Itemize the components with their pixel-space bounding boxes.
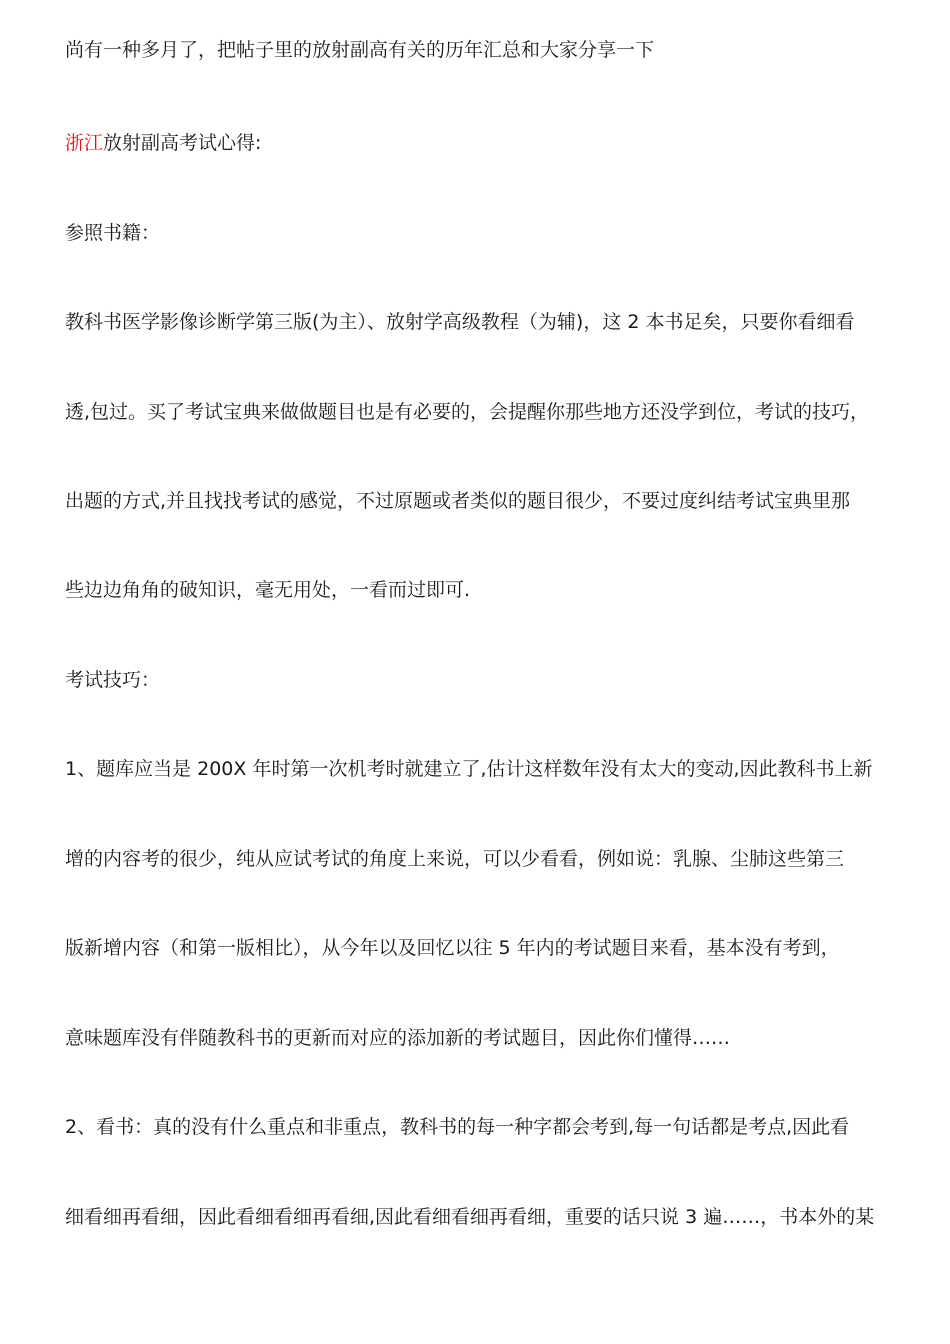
paragraph-books-line-4: 些边边角角的破知识，毫无用处，一看而过即可.: [65, 579, 471, 601]
tip-1-line-1: 1、题库应当是 200X 年时第一次机考时就建立了,估计这样数年没有太大的变动,因此教科书上新: [65, 758, 873, 780]
tip-1-line-4: 意味题库没有伴随教科书的更新而对应的添加新的考试题目，因此你们懂得……: [65, 1027, 731, 1049]
tip-1-line-2: 增的内容考的很少，纯从应试考试的角度上来说，可以少看看，例如说：乳腺、尘肺这些第三: [65, 848, 845, 870]
heading-text: 放射副高考试心得:: [103, 132, 262, 154]
tip-2-line-2: 细看细再看细，因此看细看细再看细,因此看细看细再看细，重要的话只说 3 遍……，书本外的某: [65, 1206, 875, 1228]
heading-exam-experience: [65, 130, 885, 156]
paragraph-books-line-2: 透,包过。买了考试宝典来做做题目也是有必要的，会提醒你那些地方还没学到位，考试的技巧，: [65, 401, 870, 423]
heading-exam-tips: 考试技巧：: [65, 669, 161, 691]
highlight-zhejiang: 浙江: [65, 132, 104, 154]
tip-2-line-1: 2、看书：真的没有什么重点和非重点，教科书的每一种字都会考到,每一句话都是考点,因此看: [65, 1116, 850, 1138]
paragraph-books-line-3: 出题的方式,并且找找考试的感觉，不过原题或者类似的题目很少，不要过度纠结考试宝典里那: [65, 490, 851, 512]
tip-1-line-3: 版新增内容（和第一版相比），从今年以及回忆以往 5 年内的考试题目来看，基本没有考到，: [65, 937, 840, 959]
paragraph-books-line-1: 教科书医学影像诊断学第三版(为主）、放射学高级教程（为辅)，这 2 本书足矣，只要你看细看: [65, 311, 855, 333]
heading-reference-books: 参照书籍：: [65, 222, 161, 244]
paragraph-intro: 尚有一种多月了，把帖子里的放射副高有关的历年汇总和大家分享一下: [65, 39, 655, 61]
